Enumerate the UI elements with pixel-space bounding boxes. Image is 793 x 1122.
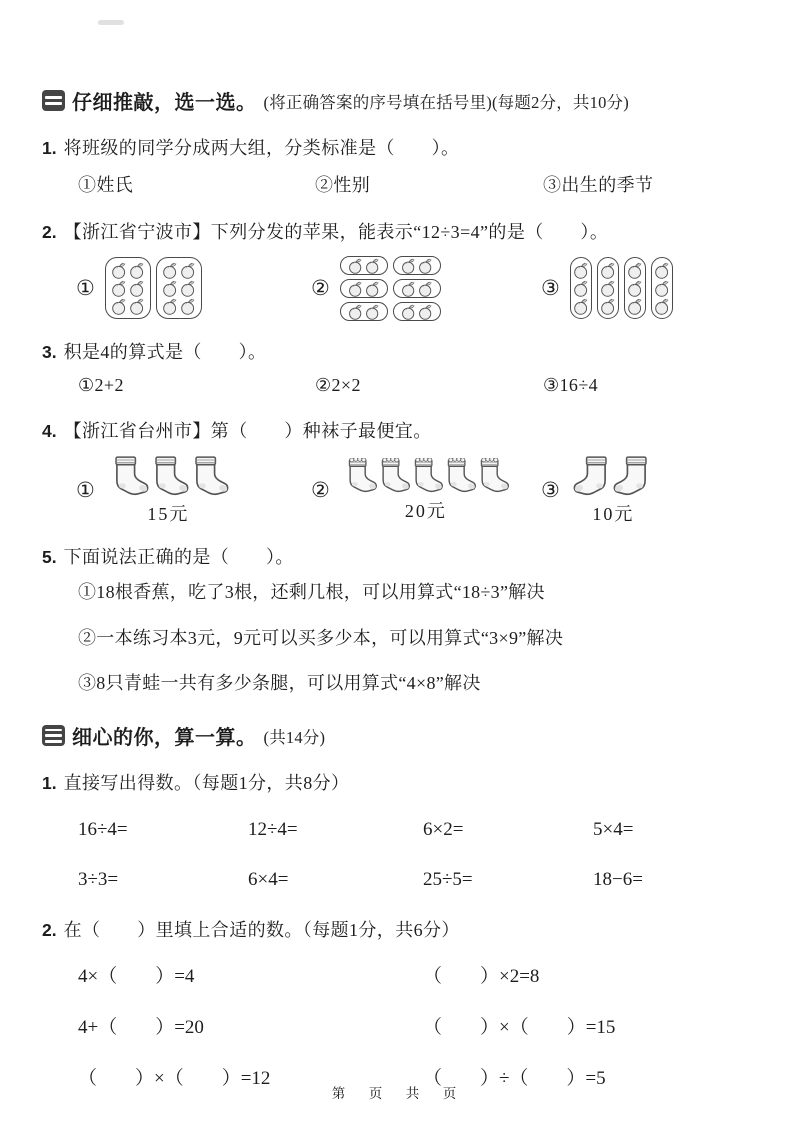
apple-icon [364, 303, 381, 320]
option-number-label: ③ [541, 477, 560, 502]
apple-boxes [570, 257, 673, 319]
sock-icon [472, 458, 512, 493]
question-2 [42, 219, 751, 320]
apple-icon [653, 279, 671, 297]
option-number-label: ② [311, 275, 330, 300]
apple-icon [364, 280, 381, 297]
question-text: 下面说法正确的是（ ）。 [63, 546, 294, 567]
apple-icon [110, 279, 128, 297]
question-text: 【浙江省台州市】第（ ）种袜子最便宜。 [63, 421, 432, 442]
option-2: ②2×2 [315, 375, 361, 396]
question-text: 积是4的算式是（ ）。 [63, 341, 267, 362]
option-3: ③8只青蛙一共有多少条腿，可以用算式“4×8”解决 [78, 672, 481, 693]
option-number-label: ② [311, 477, 330, 502]
sock-group [340, 458, 512, 523]
apple-group-box [651, 257, 673, 319]
fill-problem: （ ）÷（ ）=5 [423, 1067, 606, 1089]
apple-icon [110, 297, 128, 315]
apple-icon [417, 303, 434, 320]
apple-icon [128, 261, 146, 279]
option-1: ①2+2 [78, 375, 124, 396]
question-5 [42, 544, 751, 695]
section-calc-header [42, 721, 751, 750]
apple-icon [417, 257, 434, 274]
apple-figure-3 [541, 256, 751, 321]
fill-problem: （ ）×2=8 [423, 965, 540, 987]
calc-question-2 [42, 917, 751, 1090]
math-problem: 18−6= [593, 868, 643, 890]
calc-question-1 [42, 770, 751, 890]
section-title: 仔细推敲，选一选。 [72, 92, 257, 114]
apple-icon [179, 279, 197, 297]
math-problem: 25÷5= [423, 868, 473, 890]
math-problem: 6×4= [248, 868, 289, 890]
question-text: 在（ ）里填上合适的数。（每题1分，共6分） [63, 919, 460, 940]
question-number: 1. [42, 773, 57, 794]
question-number: 1. [42, 138, 57, 158]
apple-icon [128, 297, 146, 315]
sock-strip [105, 455, 232, 496]
apple-boxes [105, 257, 202, 319]
apple-icon [626, 279, 644, 297]
math-problem: 6×2= [423, 818, 464, 840]
apple-boxes [340, 256, 441, 321]
apple-icon [400, 303, 417, 320]
apple-icon [572, 297, 590, 315]
apple-icon [161, 279, 179, 297]
option-number-label: ① [76, 275, 95, 300]
sock-group [105, 455, 232, 526]
math-problem: 5×4= [593, 818, 634, 840]
option-number-label: ① [76, 477, 95, 502]
apple-icon [599, 261, 617, 279]
question-number: 2. [42, 919, 57, 940]
apple-figure-2 [311, 256, 541, 321]
mental-math-grid [42, 819, 751, 891]
question-3-options [42, 375, 751, 396]
math-problem: 16÷4= [78, 818, 128, 840]
scan-artifact [98, 20, 124, 25]
apple-icon [653, 297, 671, 315]
option-2: ②性别 [315, 175, 371, 196]
question-text: 【浙江省宁波市】下列分发的苹果，能表示“12÷3=4”的是（ ）。 [63, 222, 609, 243]
option-number-label: ③ [541, 275, 560, 300]
apple-group-box [340, 256, 388, 275]
sock-figure-3 [541, 455, 751, 526]
apple-group-box [105, 257, 151, 319]
sock-group [570, 455, 657, 526]
sock-icon [185, 455, 232, 496]
section-subtitle: (共14分) [263, 727, 326, 747]
question-4 [42, 418, 751, 526]
apple-icon [161, 297, 179, 315]
apple-group-box [393, 256, 441, 275]
option-1: ①姓氏 [78, 175, 134, 196]
apple-icon [400, 257, 417, 274]
sock-figure-1 [76, 455, 311, 526]
sock-strip [570, 455, 657, 496]
sock-figures-row [42, 455, 751, 526]
apple-icon [417, 280, 434, 297]
section-choice-header [42, 86, 751, 115]
apple-icon [347, 280, 364, 297]
sock-icon [610, 455, 657, 496]
apple-icon [572, 279, 590, 297]
fill-blank-grid [42, 961, 751, 1090]
apple-icon [179, 261, 197, 279]
apple-group-box [156, 257, 202, 319]
question-number: 3. [42, 341, 57, 362]
apple-icon [110, 261, 128, 279]
apple-icon [128, 279, 146, 297]
option-1: ①18根香蕉，吃了3根，还剩几根，可以用算式“18÷3”解决 [78, 582, 545, 603]
apple-icon [161, 261, 179, 279]
apple-icon [626, 261, 644, 279]
apple-group-box [597, 257, 619, 319]
apple-group-box [393, 302, 441, 321]
apple-figure-1 [76, 256, 311, 321]
section-number-two-icon [42, 90, 65, 111]
question-1 [42, 135, 751, 197]
option-2: ②一本练习本3元，9元可以买多少本，可以用算式“3×9”解决 [78, 627, 564, 648]
price-label: 15元 [147, 503, 190, 524]
option-3: ③16÷4 [543, 375, 599, 396]
question-3 [42, 339, 751, 396]
apple-icon [599, 279, 617, 297]
apple-icon [400, 280, 417, 297]
apple-icon [572, 261, 590, 279]
question-5-options [42, 580, 751, 695]
option-3: ③出生的季节 [543, 175, 654, 196]
fill-problem: （ ）×（ ）=12 [78, 1067, 271, 1089]
apple-icon [179, 297, 197, 315]
sock-figure-2 [311, 455, 541, 526]
question-number: 5. [42, 546, 57, 567]
question-1-options [42, 171, 751, 197]
fill-problem: 4×（ ）=4 [78, 965, 195, 987]
apple-icon [364, 257, 381, 274]
apple-icon [347, 303, 364, 320]
section-number-three-icon [42, 725, 65, 746]
apple-group-box [393, 279, 441, 298]
math-problem: 12÷4= [248, 818, 298, 840]
price-label: 20元 [404, 500, 447, 521]
page-footer: 第 页 共 页 [331, 1086, 462, 1101]
apple-icon [347, 257, 364, 274]
apple-icon [653, 261, 671, 279]
apple-group-box [624, 257, 646, 319]
apple-icon [626, 297, 644, 315]
question-text: 将班级的同学分成两大组，分类标准是（ ）。 [63, 138, 460, 158]
apple-group-box [340, 279, 388, 298]
question-text: 直接写出得数。（每题1分，共8分） [63, 773, 350, 794]
question-number: 4. [42, 421, 57, 442]
sock-strip [340, 458, 512, 493]
section-title: 细心的你，算一算。 [72, 727, 257, 750]
fill-problem: （ ）×（ ）=15 [423, 1016, 616, 1038]
apple-group-box [340, 302, 388, 321]
apple-icon [599, 297, 617, 315]
math-problem: 3÷3= [78, 868, 119, 890]
apple-figures-row [42, 256, 751, 321]
section-subtitle: (将正确答案的序号填在括号里)(每题2分，共10分) [263, 92, 629, 112]
question-number: 2. [42, 222, 57, 243]
fill-problem: 4+（ ）=20 [78, 1016, 204, 1038]
price-label: 10元 [592, 503, 635, 524]
apple-group-box [570, 257, 592, 319]
